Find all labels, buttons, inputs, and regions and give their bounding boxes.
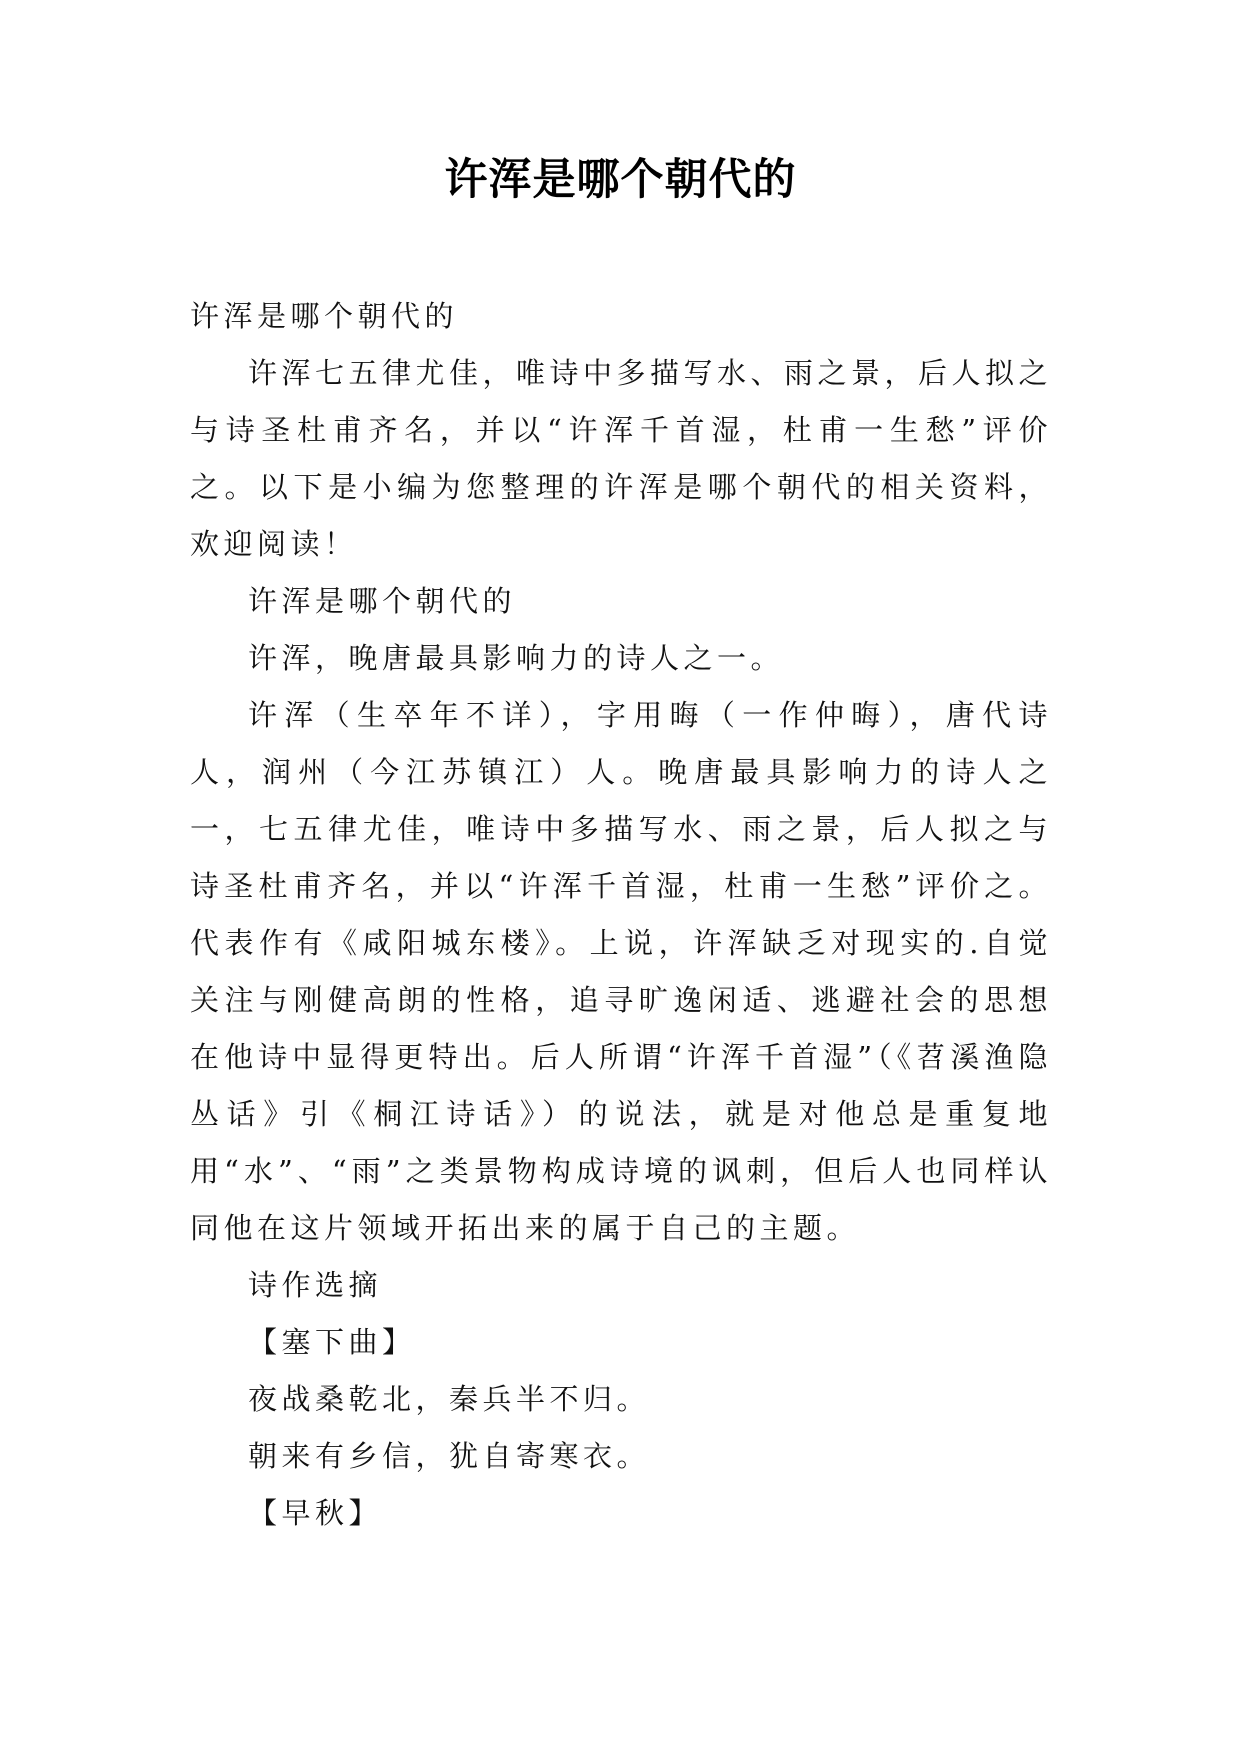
- paragraph-summary: 许浑，晚唐最具影响力的诗人之一。: [248, 641, 785, 675]
- document-title: 许浑是哪个朝代的: [444, 155, 797, 205]
- paragraph-biography: 许浑（生卒年不详），字用晦（一作仲晦），唐代诗人，润州（今江苏镇江）人。晚唐最具影响力的诗人之一，七五律尤佳，唯诗中多描写水、雨之景，后人拟之与诗圣杜甫齐名，并以“许浑千首湿，杜甫一生愁”评价之。代表作有《咸阳城东楼》。上说，许浑缺乏对现实的.自觉关注与刚健高朗的性格，追寻旷逸闲适、逃避社会的思想在他诗中显得更特出。后人所谓“许浑千首湿”（《苕溪渔隐丛话》引《桐江诗话》）的说法，就是对他总是重复地用“水”、“雨”之类景物构成诗境的讽刺，但后人也同样认同他在这片领域开拓出来的属于自己的主题。: [190, 698, 1052, 1245]
- section-heading-poems: 诗作选摘: [248, 1268, 383, 1302]
- poem-line: 夜战桑乾北，秦兵半不归。: [248, 1382, 651, 1416]
- poem-line: 朝来有乡信，犹自寄寒衣。: [248, 1439, 651, 1473]
- poem-title: 【早秋】: [248, 1496, 383, 1530]
- paragraph-heading: 许浑是哪个朝代的: [248, 584, 517, 618]
- paragraph-subtitle: 许浑是哪个朝代的: [190, 299, 459, 333]
- document-body: [190, 288, 1052, 1542]
- poem-title: 【塞下曲】: [248, 1325, 416, 1359]
- paragraph-intro: 许浑七五律尤佳，唯诗中多描写水、雨之景，后人拟之与诗圣杜甫齐名，并以“许浑千首湿，杜甫一生愁”评价之。以下是小编为您整理的许浑是哪个朝代的相关资料，欢迎阅读！: [190, 356, 1053, 561]
